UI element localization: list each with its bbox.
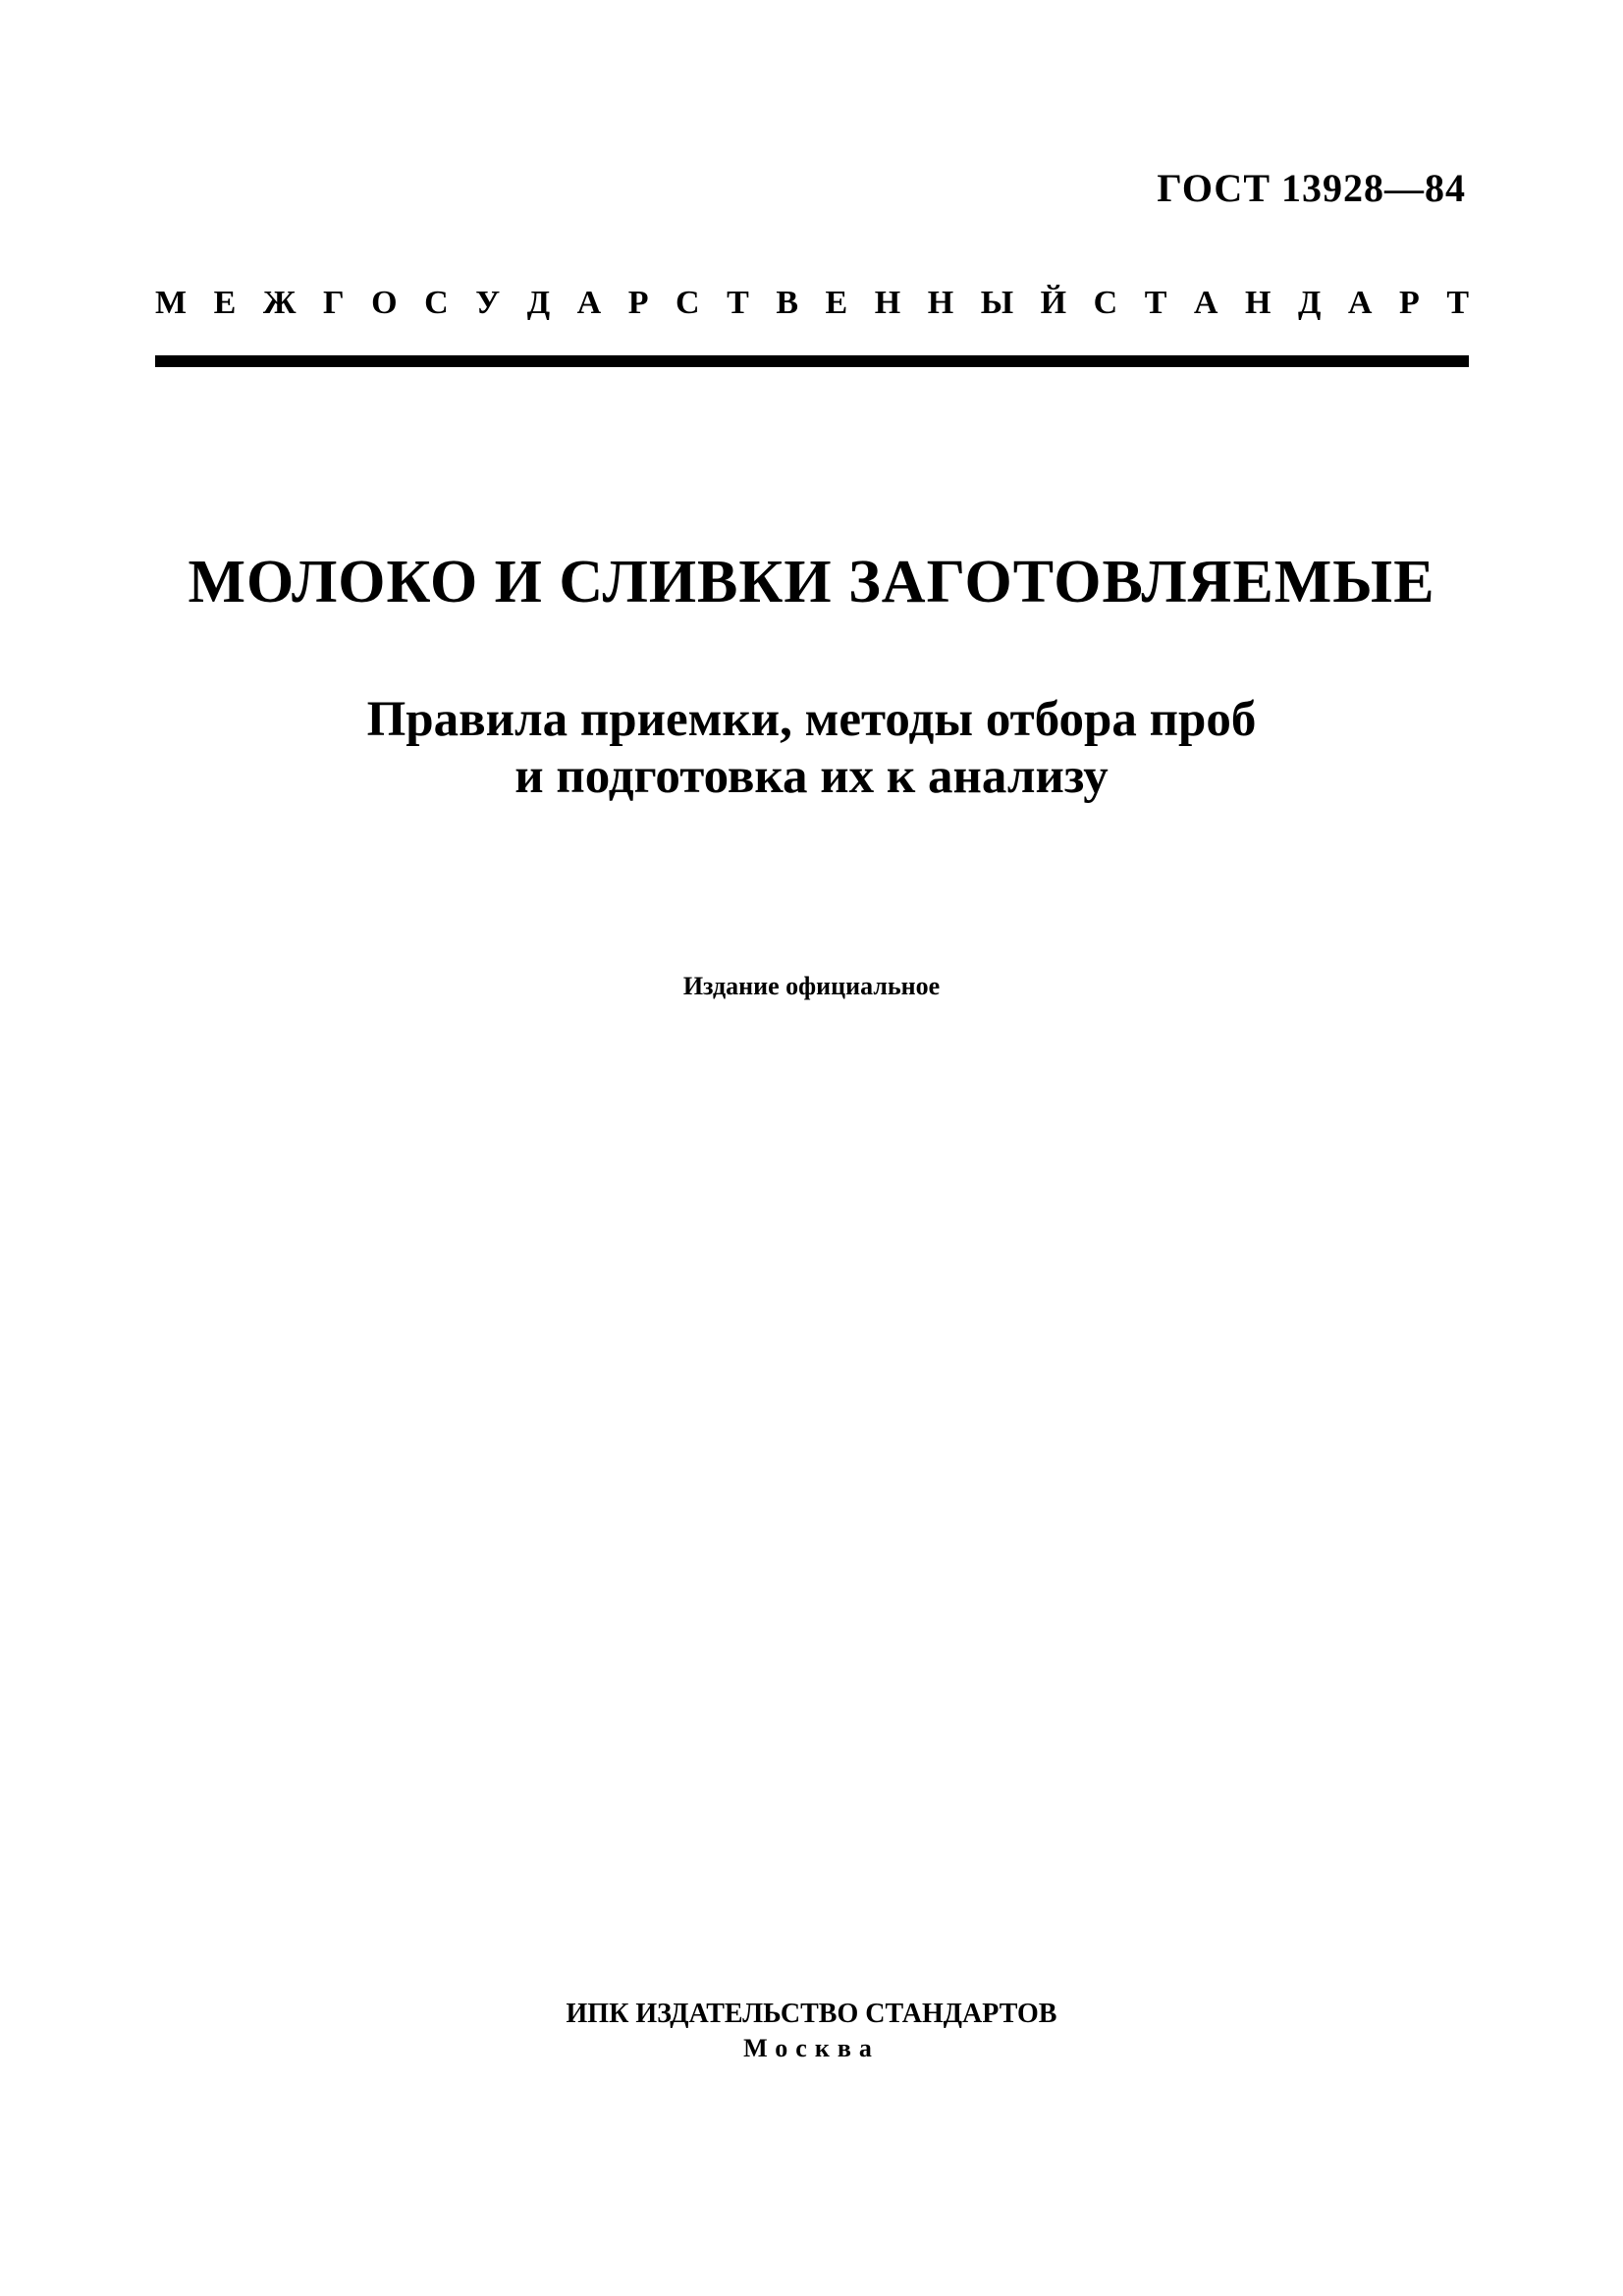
document-code: ГОСТ 13928—84 bbox=[1157, 166, 1466, 210]
publisher-name: ИПК ИЗДАТЕЛЬСТВО СТАНДАРТОВ bbox=[566, 1999, 1057, 2029]
publisher-city: Москва bbox=[743, 2034, 880, 2062]
header-divider bbox=[155, 355, 1469, 367]
standard-category: М Е Ж Г О С У Д А Р С Т В Е Н Н Ы Й С Т А Н Д А Р Т bbox=[155, 285, 1469, 321]
document-subtitle-line-1: Правила приемки, методы отбора проб bbox=[366, 692, 1257, 747]
edition-note: Издание официальное bbox=[682, 972, 941, 1000]
document-title: МОЛОКО И СЛИВКИ ЗАГОТОВЛЯЕМЫЕ bbox=[188, 549, 1435, 615]
document-subtitle-line-2: и подготовка их к анализу bbox=[514, 749, 1109, 804]
